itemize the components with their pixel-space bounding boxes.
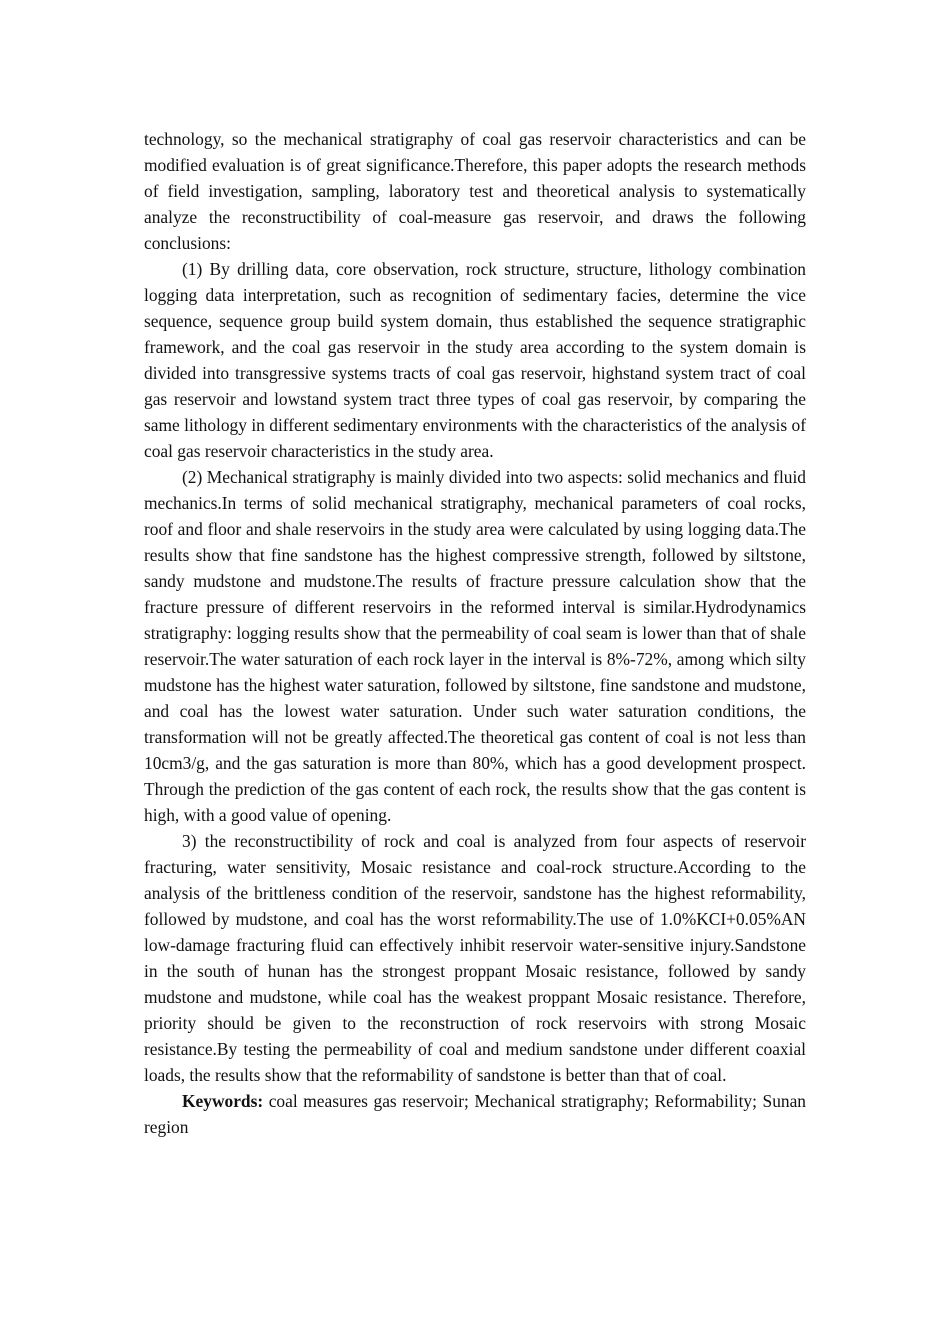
- keywords-line: [144, 1088, 806, 1140]
- paragraph-intro-continuation: technology, so the mechanical stratigraphy of coal gas reservoir characteristics and can be modified evaluation is of great significance.Therefore, this paper adopts the research methods of field investigation, sampling, laboratory test and theoretical analysis to systematically analyze the reconstructibility of coal-measure gas reservoir, and draws the following conclusions:: [144, 129, 806, 253]
- paragraph-conclusion-3: 3) the reconstructibility of rock and coal is analyzed from four aspects of reservoir fracturing, water sensitivity, Mosaic resistance and coal-rock structure.According to the analysis of the brittleness condition of the reservoir, sandstone has the highest reformability, followed by mudstone, and coal has the worst reformability.The use of 1.0%KCI+0.05%AN low-damage fracturing fluid can effectively inhibit reservoir water-sensitive injury.Sandstone in the south of hunan has the strongest proppant Mosaic resistance, followed by sandy mudstone and mudstone, while coal has the weakest proppant Mosaic resistance. Therefore, priority should be given to the reconstruction of rock reservoirs with strong Mosaic resistance.By testing the permeability of coal and medium sandstone under different coaxial loads, the results show that the reformability of sandstone is better than that of coal.: [144, 831, 806, 1085]
- document-body: [144, 126, 806, 1140]
- paragraph-conclusion-2: (2) Mechanical stratigraphy is mainly divided into two aspects: solid mechanics and fluid mechanics.In terms of solid mechanical stratigraphy, mechanical parameters of coal rocks, roof and floor and shale reservoirs in the study area were calculated by using logging data.The results show that fine sandstone has the highest compressive strength, followed by siltstone, sandy mudstone and mudstone.The results of fracture pressure calculation show that the fracture pressure of different reservoirs in the reformed interval is similar.Hydrodynamics stratigraphy: logging results show that the permeability of coal seam is lower than that of shale reservoir.The water saturation of each rock layer in the interval is 8%-72%, among which silty mudstone has the highest water saturation, followed by siltstone, fine sandstone and mudstone, and coal has the lowest water saturation. Under such water saturation conditions, the transformation will not be greatly affected.The theoretical gas content of coal is not less than 10cm3/g, and the gas saturation is more than 80%, which has a good development prospect. Through the prediction of the gas content of each rock, the results show that the gas content is high, with a good value of opening.: [144, 467, 806, 825]
- keywords-text: coal measures gas reservoir; Mechanical stratigraphy; Reformability; Sunan region: [144, 1091, 806, 1137]
- keywords-label: Keywords:: [182, 1091, 264, 1111]
- paragraph-conclusion-1: (1) By drilling data, core observation, rock structure, structure, lithology combination logging data interpretation, such as recognition of sedimentary facies, determine the vice sequence, sequence group build system domain, thus established the sequence stratigraphic framework, and the coal gas reservoir in the study area according to the system domain is divided into transgressive systems tracts of coal gas reservoir, highstand system tract of coal gas reservoir and lowstand system tract three types of coal gas reservoir, by comparing the same lithology in different sedimentary environments with the characteristics of the analysis of coal gas reservoir characteristics in the study area.: [144, 259, 806, 461]
